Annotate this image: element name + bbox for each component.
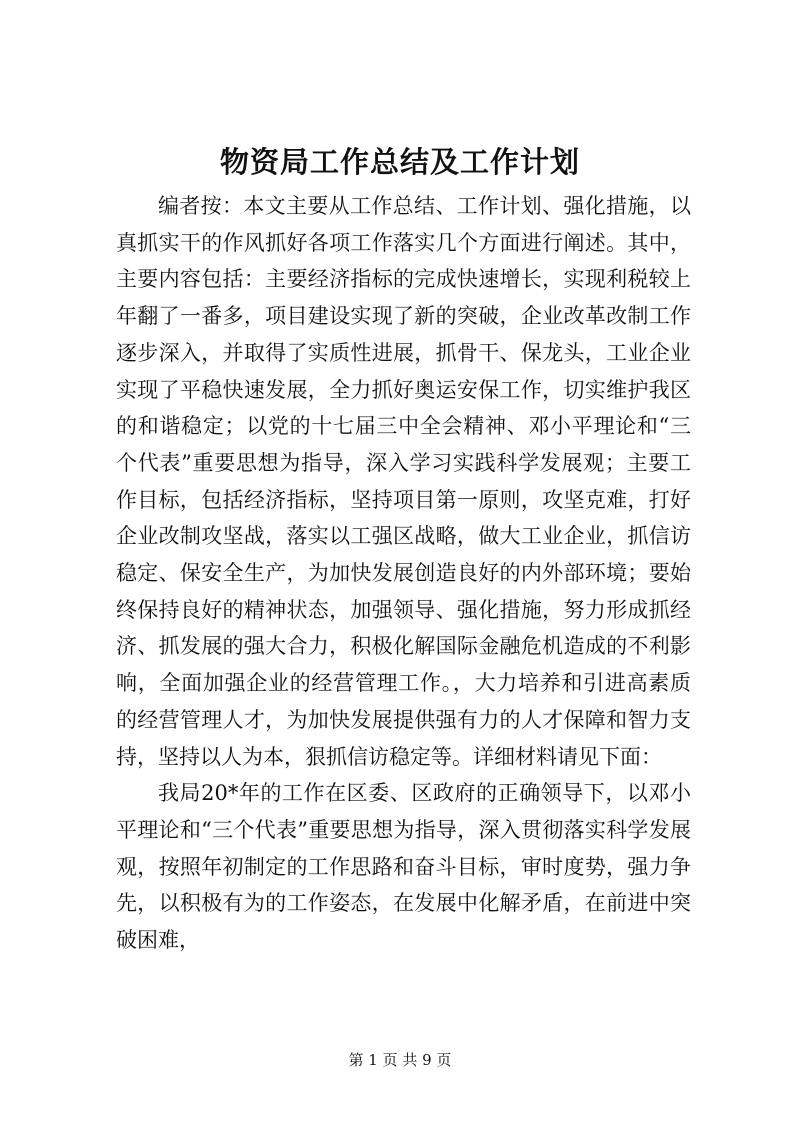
document-title: 物资局工作总结及工作计划: [219, 145, 580, 179]
paragraph-editor-note: 编者按：本文主要从工作总结、工作计划、强化措施，以真抓实干的作风抓好各项工作落实几个方面进行阐述。其中，主要内容包括：主要经济指标的完成快速增长，实现利税较上年翻了一番多，项目建设实现了新的突破，企业改革改制工作逐步深入，并取得了实质性进展，抓骨干、保龙头，工业企业实现了平稳快速发展，全力抓好奥运安保工作，切实维护我区的和谐稳定；以党的十七届三中全会精神、邓小平理论和“三个代表”重要思想为指导，深入学习实践科学发展观；主要工作目标，包括经济指标，坚持项目第一原则，攻坚克难，打好企业改制攻坚战，落实以工强区战略，做大工业企业，抓信访稳定、保安全生产，为加快发展创造良好的内外部环境；要始终保持良好的精神状态，加强领导、强化措施，努力形成抓经济、抓发展的强大合力，积极化解国际金融危机造成的不利影响，全面加强企业的经营管理工作。，大力培养和引进高素质的经营管理人才，为加快发展提供强有力的人才保障和智力支持，坚持以人为本，狠抓信访稳定等。详细材料请见下面：: [116, 194, 691, 769]
page-footer: 第 1 页 共 9 页: [348, 1051, 452, 1069]
document-body: [116, 188, 691, 959]
paragraph-work-summary: 我局20*年的工作在区委、区政府的正确领导下，以邓小平理论和“三个代表”重要思想为指导，深入贯彻落实科学发展观，按照年初制定的工作思路和奋斗目标，审时度势，强力争先，以积极有为的工作姿态，在发展中化解矛盾，在前进中突破困难，: [116, 781, 691, 953]
